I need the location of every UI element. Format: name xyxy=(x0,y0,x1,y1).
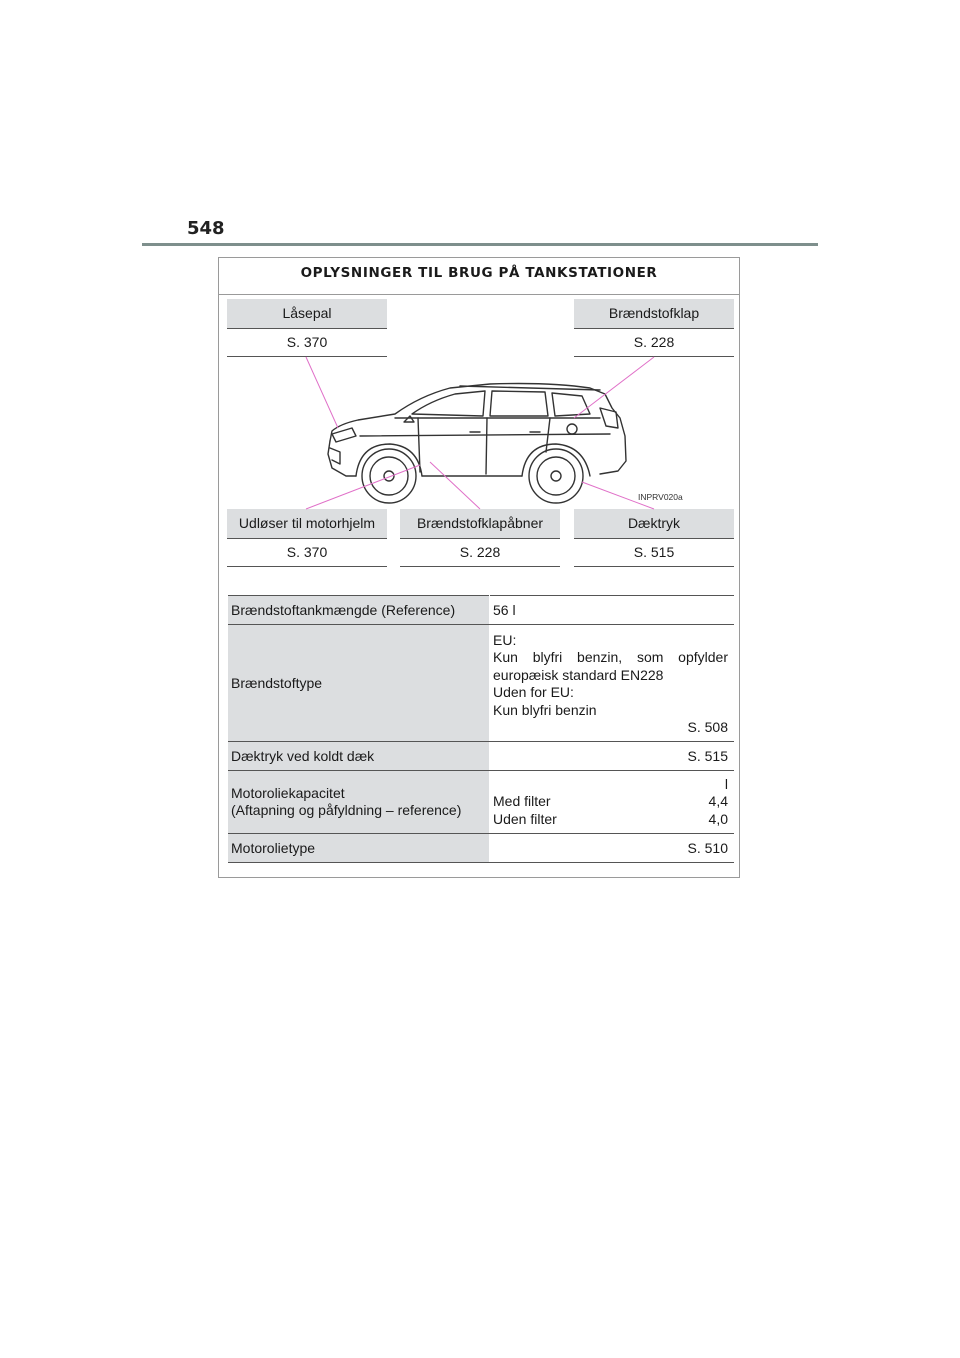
page-reference: S. 515 xyxy=(574,539,734,567)
callout-label: Brændstofklap xyxy=(574,299,734,329)
callout-label: Dæktryk xyxy=(574,509,734,539)
spec-table xyxy=(228,595,734,863)
fuel-eu-heading: EU: xyxy=(493,631,517,648)
callout-label: Brændstofklapåbner xyxy=(400,509,560,539)
callout-lock-latch xyxy=(227,299,387,357)
page-reference: S. 508 xyxy=(687,719,728,735)
oil-capacity-label-line1: Motoroliekapacitet xyxy=(231,784,345,801)
callout-tire-pressure xyxy=(574,509,734,567)
fuel-non-eu-line: Kun blyfri benzin xyxy=(493,701,597,718)
oil-type-label: Motorolietype xyxy=(228,834,490,863)
table-row xyxy=(228,596,734,625)
page-reference: S. 510 xyxy=(490,834,735,863)
oil-without-filter-label: Uden filter xyxy=(493,810,557,827)
oil-without-filter xyxy=(493,811,728,829)
oil-capacity-value xyxy=(490,771,735,834)
table-row xyxy=(228,834,734,863)
page-number: 548 xyxy=(187,218,225,239)
table-row xyxy=(228,771,734,834)
callout-fuel-door xyxy=(574,299,734,357)
callout-label: Udløser til motorhjelm xyxy=(227,509,387,539)
section-title: OPLYSNINGER TIL BRUG PÅ TANKSTATIONER xyxy=(219,258,739,295)
callout-hood-release xyxy=(227,509,387,567)
page-reference: S. 515 xyxy=(490,742,735,771)
figure-code: INPRV020a xyxy=(638,492,683,502)
page-reference: S. 228 xyxy=(400,539,560,567)
tire-pressure-label: Dæktryk ved koldt dæk xyxy=(228,742,490,771)
fuel-non-eu-heading: Uden for EU: xyxy=(493,684,574,700)
callout-label: Låsepal xyxy=(227,299,387,329)
oil-with-filter-label: Med filter xyxy=(493,793,551,810)
page-reference: S. 370 xyxy=(227,539,387,567)
table-row xyxy=(228,625,734,742)
oil-with-filter-value: 4,4 xyxy=(708,793,728,810)
oil-without-filter-value: 4,0 xyxy=(708,810,728,827)
fuel-eu-line1: Kun blyfri benzin, som opfylder xyxy=(493,649,728,665)
fuel-eu-line2: europæisk standard EN228 xyxy=(493,666,664,683)
oil-capacity-label-line2: (Aftapning og påfyldning – reference) xyxy=(231,802,462,818)
table-row xyxy=(228,742,734,771)
fuel-type-label: Brændstoftype xyxy=(228,625,490,742)
car-illustration xyxy=(300,356,700,516)
callout-fuel-door-opener xyxy=(400,509,560,567)
fuel-capacity-value: 56 l xyxy=(490,596,735,625)
oil-with-filter xyxy=(493,793,728,811)
page-reference: S. 370 xyxy=(227,329,387,357)
oil-unit: l xyxy=(724,775,728,792)
oil-capacity-label xyxy=(228,771,490,834)
fuel-type-value xyxy=(490,625,735,742)
fuel-capacity-label: Brændstoftankmængde (Reference) xyxy=(228,596,490,625)
page-reference: S. 228 xyxy=(574,329,734,357)
header-rule xyxy=(142,243,818,246)
